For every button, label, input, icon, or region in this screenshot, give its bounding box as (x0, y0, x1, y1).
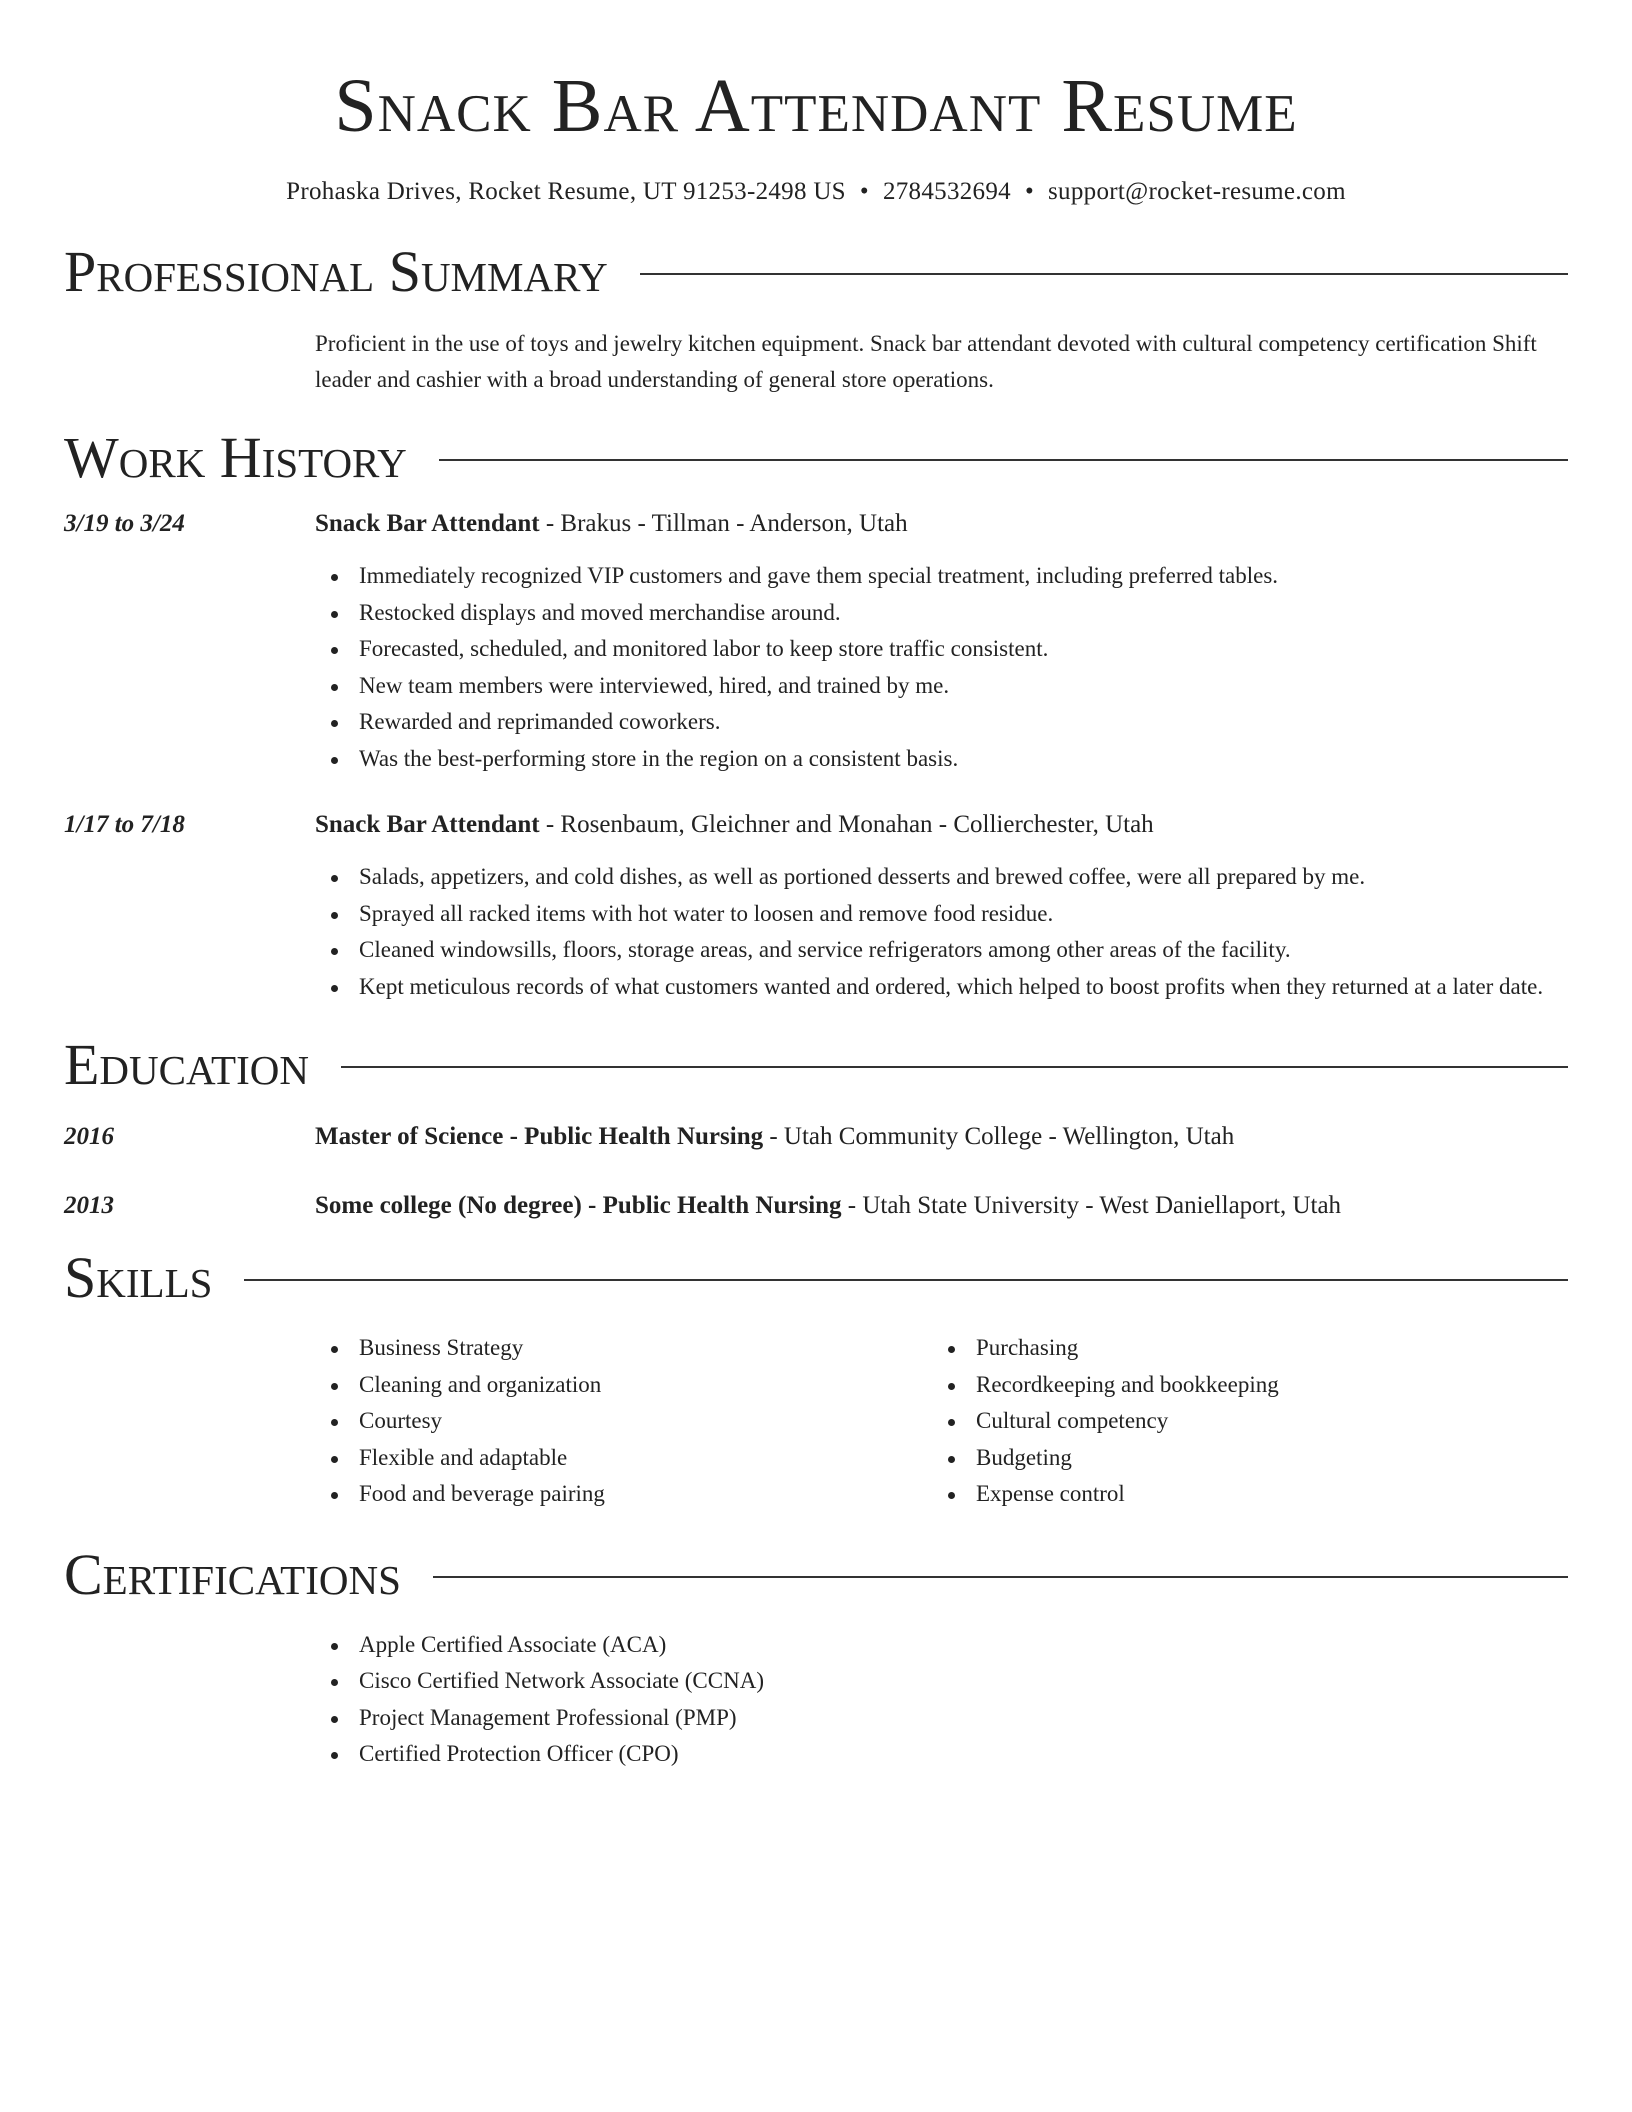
contact-phone: 2784532694 (882, 178, 1011, 205)
education-section-header (64, 1031, 1568, 1099)
work-entry (64, 807, 1568, 1005)
certification-item: Certified Protection Officer (CPO) (315, 1736, 1568, 1773)
skill-item: Expense control (932, 1476, 1549, 1513)
skill-item: Cultural competency (932, 1403, 1549, 1440)
resume-page (64, 0, 1568, 1773)
skill-item: Budgeting (932, 1440, 1549, 1477)
summary-section-header (64, 238, 1568, 306)
skills-grid (315, 1330, 1568, 1513)
job-title: Snack Bar Attendant (315, 811, 540, 838)
summary-text: Proficient in the use of toys and jewelry kitchen equipment. Snack bar attendant devoted with cultural competency certification Shift leader and cashier with a broad understanding of general store operations. (315, 331, 1537, 392)
skills-column-right (932, 1330, 1549, 1513)
work-dates: 3/19 to 3/24 (64, 510, 185, 537)
work-headline (315, 506, 1568, 542)
list-item: Cleaned windowsills, floors, storage areas, and service refrigerators among other areas of the facility. (315, 932, 1568, 969)
skills-section-header (64, 1244, 1568, 1312)
work-heading: Work History (64, 425, 407, 490)
work-headline (315, 807, 1568, 843)
education-year: 2016 (64, 1123, 114, 1150)
education-entry (64, 1188, 1568, 1224)
list-item: Rewarded and reprimanded coworkers. (315, 704, 1568, 741)
degree-name: Some college (No degree) - Public Health Nursing (315, 1192, 842, 1219)
skill-item: Flexible and adaptable (315, 1440, 932, 1477)
contact-separator: • (859, 178, 869, 205)
section-divider (244, 1279, 1568, 1281)
skill-item: Courtesy (315, 1403, 932, 1440)
work-content (315, 506, 1568, 777)
contact-line (64, 176, 1568, 208)
job-details: - Brakus - Tillman - Anderson, Utah (539, 510, 908, 537)
education-details: - Utah Community College - Wellington, Utah (763, 1123, 1235, 1150)
section-divider (439, 459, 1568, 461)
skill-item: Purchasing (932, 1330, 1549, 1367)
job-bullets (315, 558, 1568, 777)
education-content (315, 1119, 1568, 1155)
job-title: Snack Bar Attendant (315, 510, 540, 537)
work-content (315, 807, 1568, 1005)
education-heading: Education (64, 1032, 309, 1097)
certifications-body (315, 1627, 1568, 1773)
education-content (315, 1188, 1568, 1224)
list-item: New team members were interviewed, hired, and trained by me. (315, 668, 1568, 705)
list-item: Was the best-performing store in the region on a consistent basis. (315, 741, 1568, 778)
certification-item: Apple Certified Associate (ACA) (315, 1627, 1568, 1664)
section-divider (341, 1066, 1568, 1068)
skills-heading: Skills (64, 1245, 213, 1310)
degree-name: Master of Science - Public Health Nursing (315, 1123, 764, 1150)
section-divider (640, 273, 1568, 275)
list-item: Salads, appetizers, and cold dishes, as well as portioned desserts and brewed coffee, were all prepared by me. (315, 859, 1568, 896)
certifications-section-header (64, 1541, 1568, 1609)
work-section-header (64, 424, 1568, 492)
skill-item: Food and beverage pairing (315, 1476, 932, 1513)
list-item: Kept meticulous records of what customers wanted and ordered, which helped to boost profits when they returned at a later date. (315, 969, 1568, 1006)
education-year: 2013 (64, 1192, 114, 1219)
skill-item: Business Strategy (315, 1330, 932, 1367)
resume-title: Snack Bar Attendant Resume (334, 64, 1298, 148)
contact-separator: • (1024, 178, 1035, 205)
list-item: Forecasted, scheduled, and monitored labor to keep store traffic consistent. (315, 631, 1568, 668)
work-dates: 1/17 to 7/18 (64, 811, 185, 838)
education-headline (315, 1119, 1568, 1155)
education-details: - Utah State University - West Daniellaport, Utah (841, 1192, 1342, 1219)
list-item: Immediately recognized VIP customers and gave them special treatment, including preferred tables. (315, 558, 1568, 595)
skills-column-left (315, 1330, 932, 1513)
list-item: Restocked displays and moved merchandise around. (315, 595, 1568, 632)
work-entry (64, 506, 1568, 777)
job-bullets (315, 859, 1568, 1005)
summary-heading: Professional Summary (64, 239, 608, 304)
skill-item: Recordkeeping and bookkeeping (932, 1367, 1549, 1404)
section-divider (433, 1576, 1568, 1578)
list-item: Sprayed all racked items with hot water to loosen and remove food residue. (315, 896, 1568, 933)
skill-item: Cleaning and organization (315, 1367, 932, 1404)
education-entry (64, 1119, 1568, 1155)
certifications-heading: Certifications (64, 1541, 401, 1607)
certification-item: Cisco Certified Network Associate (CCNA) (315, 1663, 1568, 1700)
certification-item: Project Management Professional (PMP) (315, 1700, 1568, 1737)
certifications-list (315, 1627, 1568, 1773)
job-details: - Rosenbaum, Gleichner and Monahan - Collierchester, Utah (539, 811, 1154, 838)
contact-address: Prohaska Drives, Rocket Resume, UT 91253-2498 US (286, 178, 846, 205)
contact-email: support@rocket-resume.com (1048, 178, 1346, 205)
education-headline (315, 1188, 1568, 1224)
